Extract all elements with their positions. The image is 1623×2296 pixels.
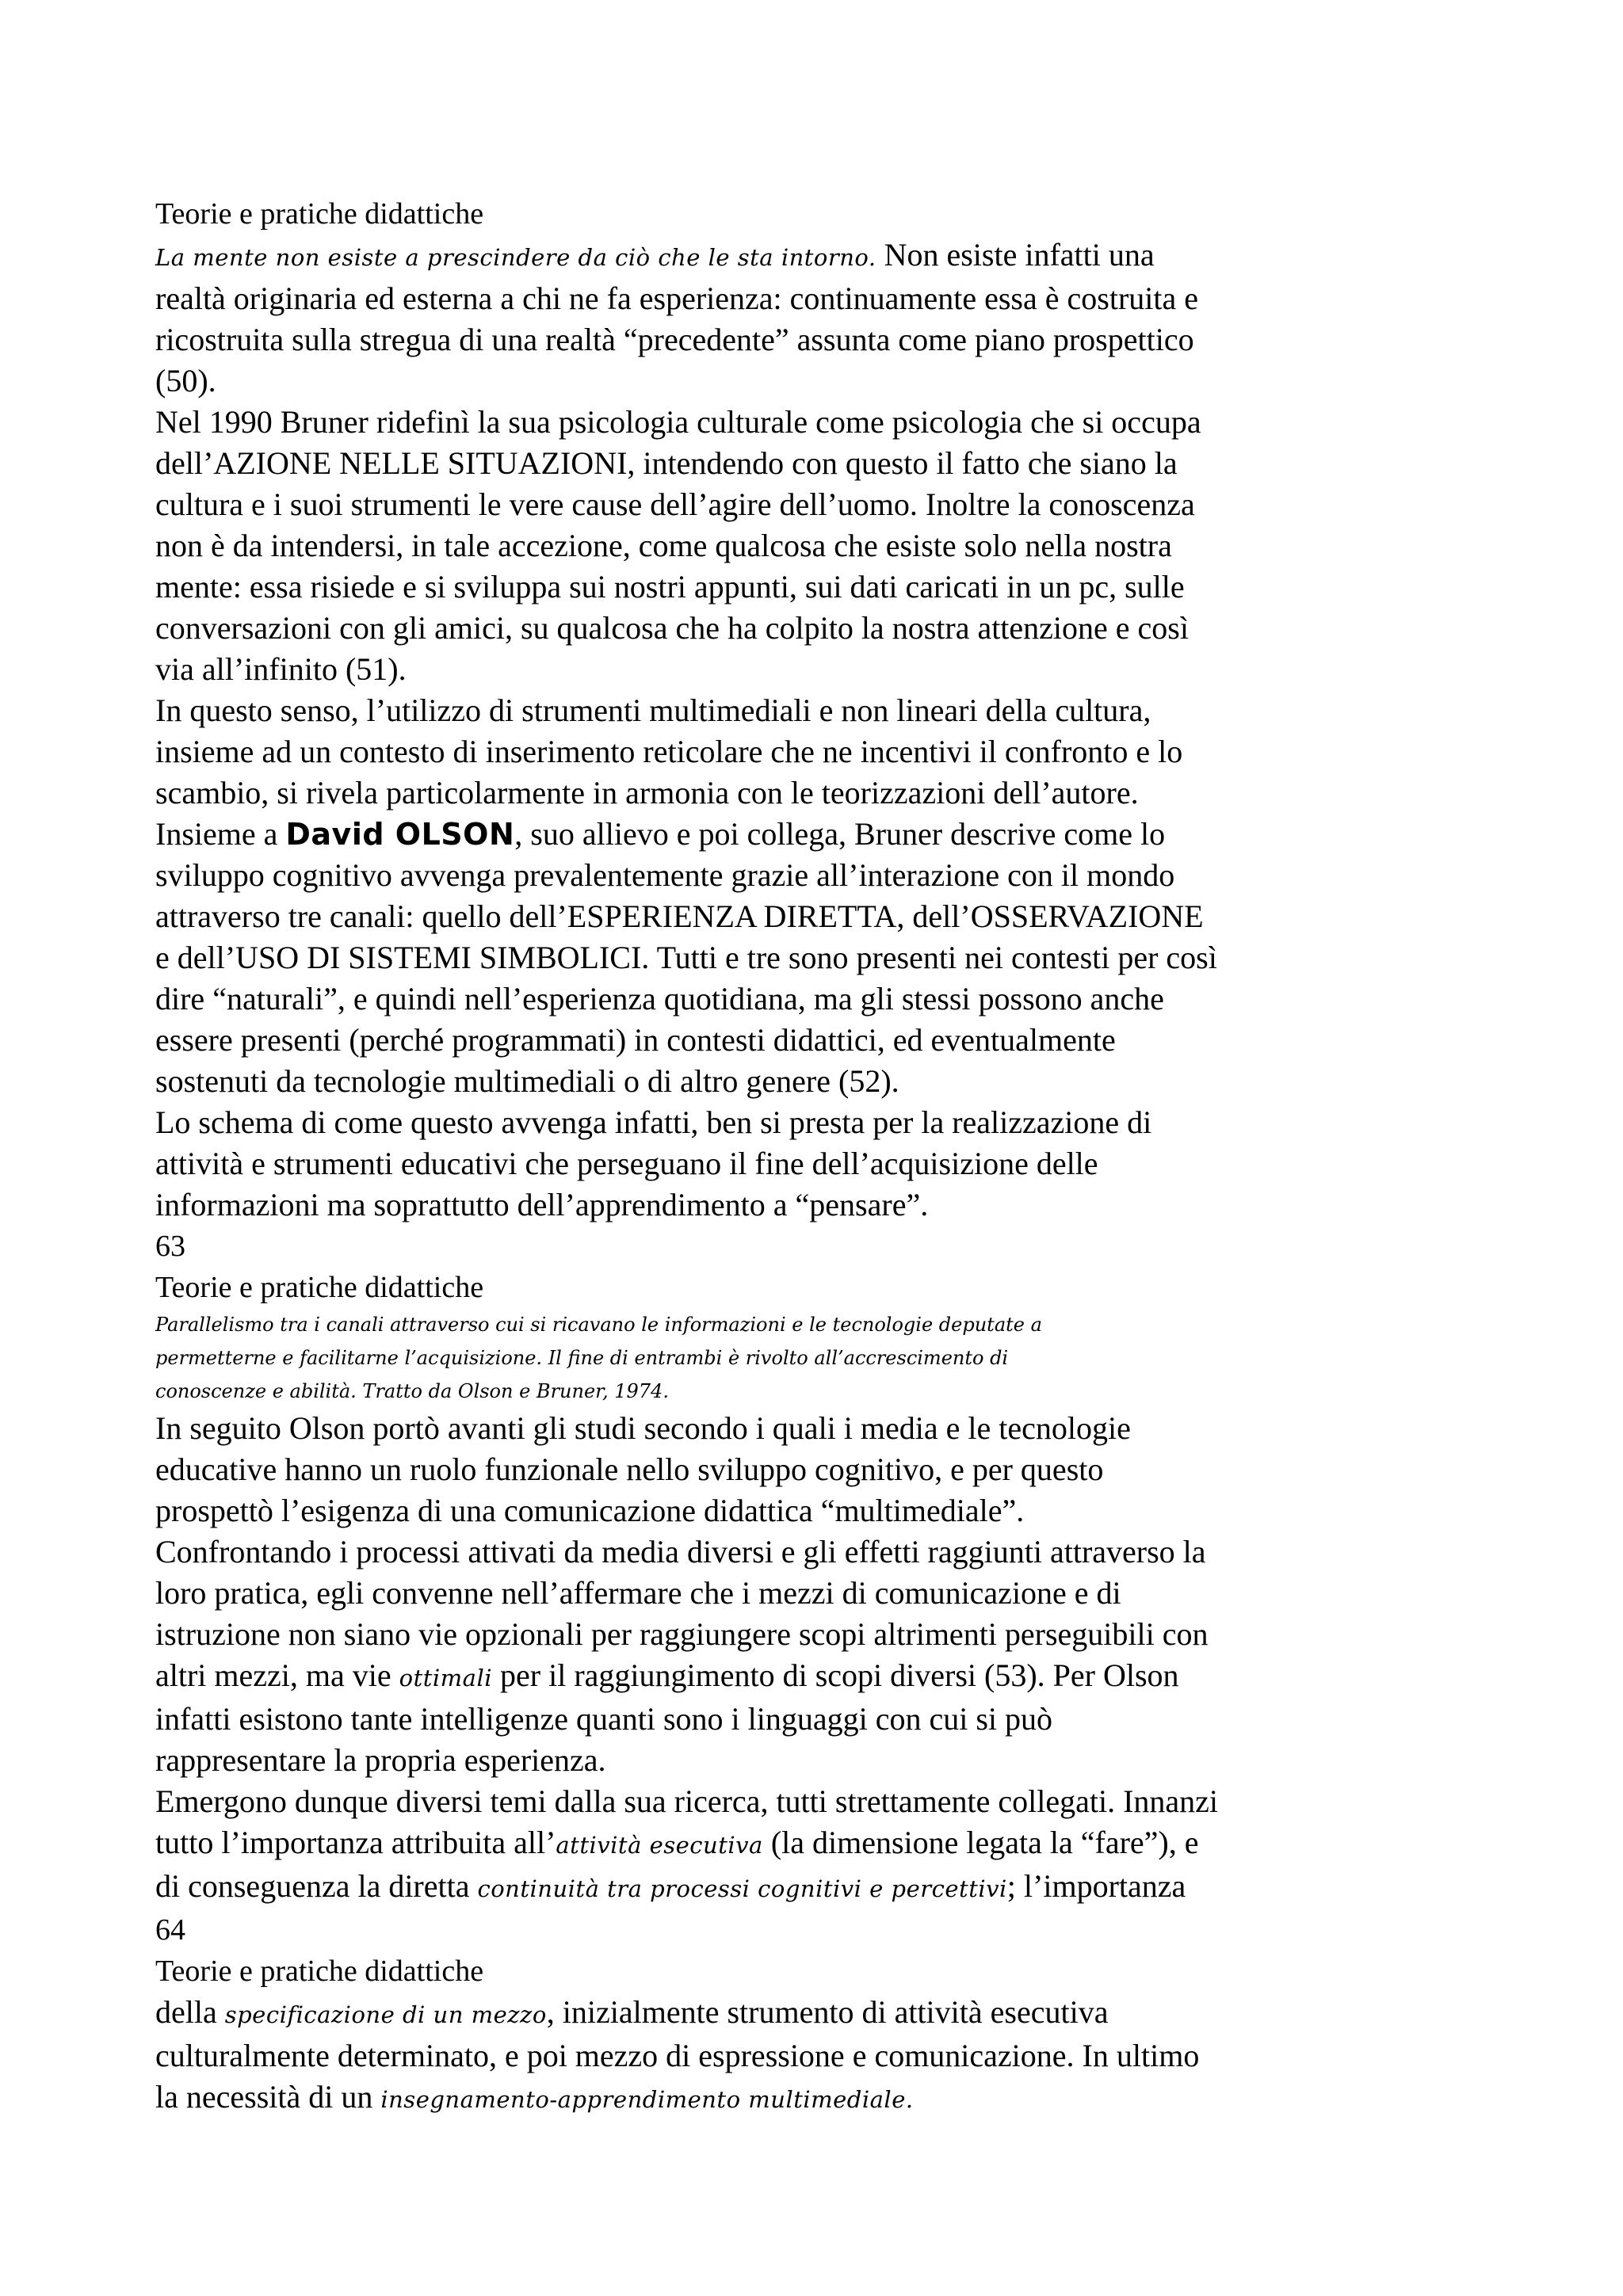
- text-line: e dell’USO DI SISTEMI SIMBOLICI. Tutti e tre sono presenti nei contesti per così: [155, 940, 1217, 975]
- text-line: istruzione non siano vie opzionali per raggiungere scopi altrimenti perseguibili con: [155, 1616, 1209, 1652]
- text-line: In seguito Olson portò avanti gli studi secondo i quali i media e le tecnologie: [155, 1410, 1131, 1446]
- text-line: la necessità di un insegnamento-apprendimento multimediale.: [155, 2079, 914, 2115]
- text-line: insieme ad un contesto di inserimento reticolare che ne incentivi il confronto e lo: [155, 734, 1183, 769]
- italic-term: specificazione di un mezzo: [224, 2001, 547, 2028]
- text-line: In questo senso, l’utilizzo di strumenti multimediali e non lineari della cultura,: [155, 692, 1151, 728]
- page-number: 64: [155, 1913, 185, 1947]
- text-line: Nel 1990 Bruner ridefinì la sua psicologia culturale come psicologia che si occupa: [155, 404, 1201, 440]
- italic-term: continuità tra processi cognitivi e percettivi: [477, 1875, 1007, 1902]
- text-line: dire “naturali”, e quindi nell’esperienza quotidiana, ma gli stessi possono anche: [155, 981, 1164, 1016]
- text-line: non è da intendersi, in tale accezione, come qualcosa che esiste solo nella nostra: [155, 528, 1172, 563]
- text-line: mente: essa risiede e si sviluppa sui nostri appunti, sui dati caricati in un pc, sulle: [155, 569, 1185, 605]
- text-line: Insieme a David OLSON, suo allievo e poi collega, Bruner descrive come lo: [155, 816, 1166, 852]
- text-line: via all’infinito (51).: [155, 651, 407, 687]
- figure-caption: Parallelismo tra i canali attraverso cui si ricavano le informazioni e le tecnologie deputate a: [155, 1314, 1042, 1336]
- text-line: Lo schema di come questo avvenga infatti, ben si presta per la realizzazione di: [155, 1104, 1152, 1140]
- text-line: tutto l’importanza attribuita all’attività esecutiva (la dimensione legata la “fare”), e: [155, 1825, 1199, 1860]
- text-line: essere presenti (perché programmati) in contesti didattici, ed eventualmente: [155, 1022, 1116, 1058]
- text-line: ricostruita sulla stregua di una realtà “precedente” assunta come piano prospettico: [155, 322, 1194, 357]
- text-line: sviluppo cognitivo avvenga prevalentemente grazie all’interazione con il mondo: [155, 857, 1175, 893]
- text-line: realtà originaria ed esterna a chi ne fa esperienza: continuamente essa è costruita e: [155, 280, 1198, 316]
- text-line: cultura e i suoi strumenti le vere cause dell’agire dell’uomo. Inoltre la conoscenza: [155, 486, 1195, 522]
- italic-term: insegnamento-apprendimento multimediale.: [380, 2086, 914, 2113]
- text-line: educative hanno un ruolo funzionale nello sviluppo cognitivo, e per questo: [155, 1451, 1104, 1487]
- text-line: Confrontando i processi attivati da media diversi e gli effetti raggiunti attraverso la: [155, 1534, 1206, 1569]
- running-header: Teorie e pratiche didattiche: [155, 197, 484, 231]
- italic-quote: La mente non esiste a prescindere da ciò che le sta intorno.: [155, 244, 876, 271]
- text-line: culturalmente determinato, e poi mezzo di espressione e comunicazione. In ultimo: [155, 2038, 1200, 2073]
- text-line: (50).: [155, 363, 216, 399]
- text-line: conversazioni con gli amici, su qualcosa che ha colpito la nostra attenzione e così: [155, 610, 1189, 646]
- text-line: La mente non esiste a prescindere da ciò che le sta intorno. Non esiste infatti una: [155, 237, 1155, 273]
- figure-caption: permetterne e facilitarne l’acquisizione. Il fine di entrambi è rivolto all’accrescimento di: [155, 1347, 1009, 1369]
- text-line: dell’AZIONE NELLE SITUAZIONI, intendendo con questo il fatto che siano la: [155, 445, 1178, 481]
- text-line: prospettò l’esigenza di una comunicazione didattica “multimediale”.: [155, 1493, 1025, 1528]
- running-header: Teorie e pratiche didattiche: [155, 1955, 484, 1988]
- figure-caption: conoscenze e abilità. Tratto da Olson e Bruner, 1974.: [155, 1380, 669, 1402]
- text-line: Emergono dunque diversi temi dalla sua ricerca, tutti strettamente collegati. Innanzi: [155, 1783, 1219, 1819]
- page-number: 63: [155, 1230, 185, 1263]
- document-page: [155, 193, 1400, 2120]
- text-line: loro pratica, egli convenne nell’affermare che i mezzi di comunicazione e di: [155, 1575, 1121, 1611]
- italic-term: ottimali: [399, 1665, 493, 1691]
- italic-term: attività esecutiva: [556, 1832, 763, 1859]
- text-line: infatti esistono tante intelligenze quanti sono i linguaggi con cui si può: [155, 1701, 1053, 1737]
- text-line: altri mezzi, ma vie ottimali per il raggiungimento di scopi diversi (53). Per Olson: [155, 1657, 1179, 1693]
- author-name: David OLSON: [285, 817, 515, 852]
- text-line: attività e strumenti educativi che perseguano il fine dell’acquisizione delle: [155, 1146, 1098, 1181]
- text-line: rappresentare la propria esperienza.: [155, 1742, 606, 1778]
- running-header: Teorie e pratiche didattiche: [155, 1271, 484, 1304]
- text-line: attraverso tre canali: quello dell’ESPERIENZA DIRETTA, dell’OSSERVAZIONE: [155, 898, 1204, 934]
- text-line: della specificazione di un mezzo, inizialmente strumento di attività esecutiva: [155, 1994, 1109, 2030]
- text-line: sostenuti da tecnologie multimediali o di altro genere (52).: [155, 1063, 899, 1099]
- text-line: di conseguenza la diretta continuità tra processi cognitivi e percettivi; l’importanza: [155, 1868, 1186, 1904]
- text-line: scambio, si rivela particolarmente in armonia con le teorizzazioni dell’autore.: [155, 775, 1139, 810]
- text-line: informazioni ma soprattutto dell’apprendimento a “pensare”.: [155, 1187, 929, 1222]
